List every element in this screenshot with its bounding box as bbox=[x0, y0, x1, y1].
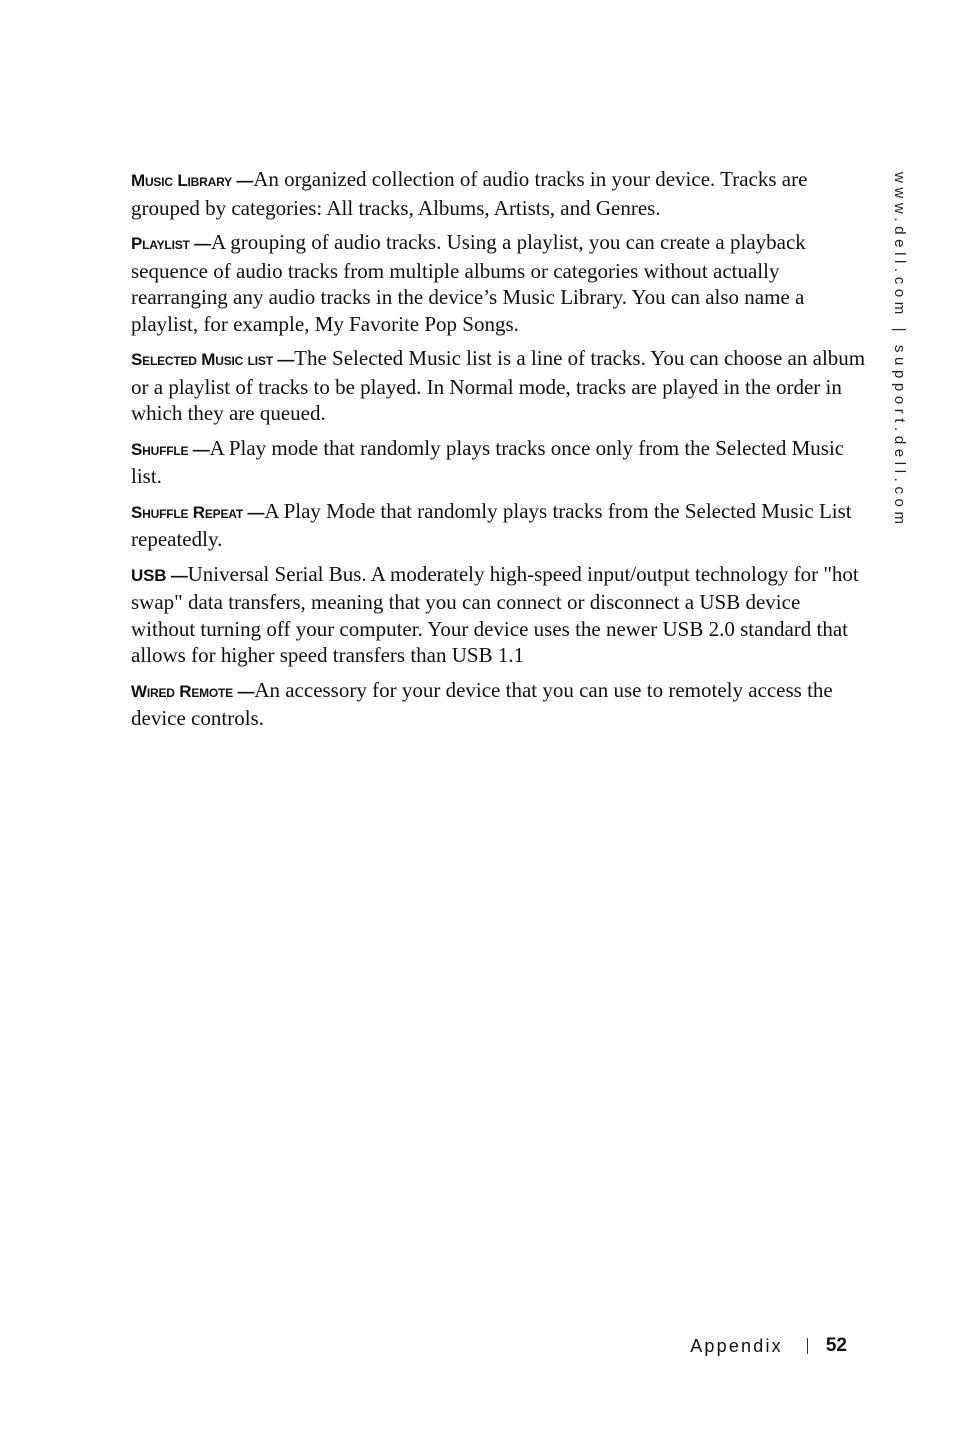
glossary-definition: An organized collection of audio tracks in your device. Tracks are grouped by categories: All tracks, Albums, Artists, and Genres. bbox=[131, 167, 808, 220]
glossary-term: Playlist — bbox=[131, 234, 211, 253]
sidebar-url-text: www.dell.com | support.dell.com bbox=[891, 172, 908, 529]
glossary-content bbox=[131, 166, 866, 740]
glossary-definition: A Play mode that randomly plays tracks once only from the Selected Music list. bbox=[131, 435, 845, 488]
glossary-definition: A Play Mode that randomly plays tracks from the Selected Music List repeatedly. bbox=[131, 498, 852, 551]
glossary-entry-shuffle bbox=[131, 435, 866, 490]
sidebar-url-strip bbox=[886, 172, 916, 542]
page-footer bbox=[690, 1335, 847, 1357]
glossary-term: Shuffle Repeat — bbox=[131, 502, 265, 522]
footer-divider bbox=[807, 1338, 808, 1354]
glossary-entry-shuffle-repeat bbox=[131, 498, 866, 553]
glossary-term: Shuffle — bbox=[131, 439, 210, 459]
glossary-entry-playlist bbox=[131, 229, 866, 337]
glossary-definition: The Selected Music list is a line of tracks. You can choose an album or a playlist of tracks to be played. In Normal mode, tracks are played in the order in which they are queued. bbox=[131, 346, 866, 425]
glossary-entry-wired-remote bbox=[131, 677, 866, 732]
glossary-term: Wired Remote — bbox=[131, 681, 255, 701]
glossary-term: Selected Music list — bbox=[131, 350, 295, 369]
footer-section-title: Appendix bbox=[690, 1335, 783, 1356]
glossary-term: Music Library — bbox=[131, 171, 254, 190]
glossary-entry-selected-music-list bbox=[131, 345, 866, 427]
glossary-entry-usb bbox=[131, 561, 866, 669]
page-number: 52 bbox=[825, 1335, 847, 1356]
glossary-entry-music-library bbox=[131, 166, 866, 221]
glossary-term: USB — bbox=[131, 565, 188, 585]
glossary-definition: Universal Serial Bus. A moderately high-speed input/output technology for "hot swap" data transfers, meaning that you can connect or disconnect a USB device without turning off your computer. Your device uses the newer USB 2.0 standard that allows for higher speed transfers than USB 1.1 bbox=[131, 561, 859, 667]
glossary-definition: A grouping of audio tracks. Using a playlist, you can create a playback sequence of audio tracks from multiple albums or categories without actually rearranging any audio tracks in the device’s Music Library. You can also name a playlist, for example, My Favorite Pop Songs. bbox=[131, 230, 806, 336]
glossary-definition: An accessory for your device that you can use to remotely access the device controls. bbox=[131, 677, 833, 730]
